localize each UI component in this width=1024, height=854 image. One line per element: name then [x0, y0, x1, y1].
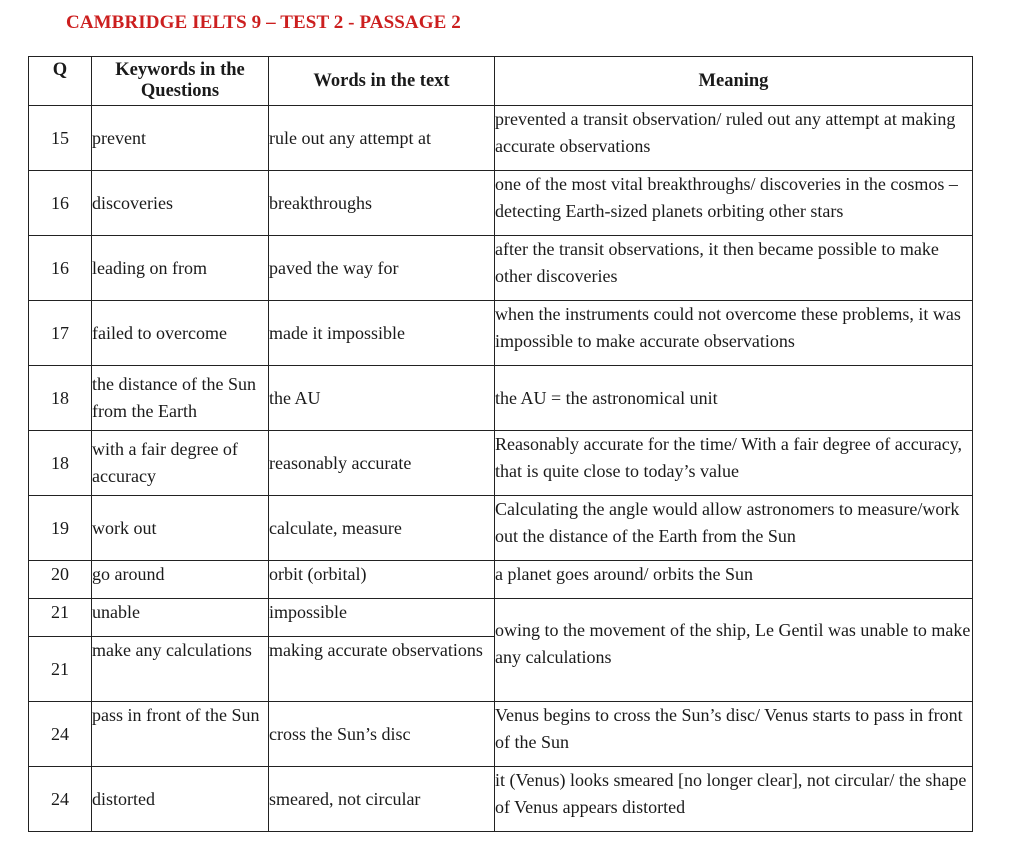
keyword-cell: distorted — [92, 767, 269, 832]
meaning-cell: the AU = the astronomical unit — [495, 366, 973, 431]
text-words-cell: cross the Sun’s disc — [269, 702, 495, 767]
question-number: 19 — [29, 496, 92, 561]
table-row — [29, 171, 973, 236]
keyword-cell: pass in front of the Sun — [92, 702, 269, 767]
text-words-cell: breakthroughs — [269, 171, 495, 236]
table-row — [29, 767, 973, 832]
keyword-cell: with a fair degree of accuracy — [92, 431, 269, 496]
question-number: 16 — [29, 236, 92, 301]
keyword-cell: work out — [92, 496, 269, 561]
table-row — [29, 106, 973, 171]
question-number: 18 — [29, 431, 92, 496]
question-number: 20 — [29, 561, 92, 599]
meaning-cell: Reasonably accurate for the time/ With a fair degree of accuracy, that is quite close to today’s value — [495, 431, 973, 496]
text-words-cell: paved the way for — [269, 236, 495, 301]
document-title: CAMBRIDGE IELTS 9 – TEST 2 - PASSAGE 2 — [66, 12, 461, 33]
keyword-cell: failed to overcome — [92, 301, 269, 366]
header-q: Q — [29, 57, 92, 106]
table-row — [29, 366, 973, 431]
table-row — [29, 561, 973, 599]
keyword-cell: unable — [92, 599, 269, 637]
text-words-cell: smeared, not circular — [269, 767, 495, 832]
question-number: 17 — [29, 301, 92, 366]
table-row — [29, 431, 973, 496]
header-meaning: Meaning — [495, 57, 973, 106]
question-number: 21 — [29, 599, 92, 637]
vocabulary-table — [28, 56, 973, 832]
keyword-cell: discoveries — [92, 171, 269, 236]
text-words-cell: orbit (orbital) — [269, 561, 495, 599]
text-words-cell: reasonably accurate — [269, 431, 495, 496]
question-number: 24 — [29, 702, 92, 767]
header-keywords: Keywords in the Questions — [92, 57, 269, 106]
table-row — [29, 236, 973, 301]
text-words-cell: impossible — [269, 599, 495, 637]
table-row — [29, 496, 973, 561]
meaning-cell: a planet goes around/ orbits the Sun — [495, 561, 973, 599]
keyword-cell: prevent — [92, 106, 269, 171]
question-number: 15 — [29, 106, 92, 171]
keyword-cell: go around — [92, 561, 269, 599]
text-words-cell: calculate, measure — [269, 496, 495, 561]
meaning-cell: Calculating the angle would allow astronomers to measure/work out the distance of the Earth from the Sun — [495, 496, 973, 561]
table-row — [29, 301, 973, 366]
text-words-cell: rule out any attempt at — [269, 106, 495, 171]
meaning-cell: Venus begins to cross the Sun’s disc/ Venus starts to pass in front of the Sun — [495, 702, 973, 767]
table-row — [29, 599, 973, 637]
meaning-cell: it (Venus) looks smeared [no longer clear], not circular/ the shape of Venus appears distorted — [495, 767, 973, 832]
keyword-cell: make any calculations — [92, 637, 269, 702]
meaning-cell: prevented a transit observation/ ruled out any attempt at making accurate observations — [495, 106, 973, 171]
question-number: 24 — [29, 767, 92, 832]
header-row — [29, 57, 973, 106]
meaning-cell: owing to the movement of the ship, Le Gentil was unable to make any calculations — [495, 599, 973, 702]
text-words-cell: making accurate observations — [269, 637, 495, 702]
header-words: Words in the text — [269, 57, 495, 106]
meaning-cell: after the transit observations, it then became possible to make other discoveries — [495, 236, 973, 301]
text-words-cell: made it impossible — [269, 301, 495, 366]
meaning-cell: one of the most vital breakthroughs/ discoveries in the cosmos – detecting Earth-sized planets orbiting other stars — [495, 171, 973, 236]
text-words-cell: the AU — [269, 366, 495, 431]
question-number: 21 — [29, 637, 92, 702]
keyword-cell: the distance of the Sun from the Earth — [92, 366, 269, 431]
table-row — [29, 702, 973, 767]
question-number: 18 — [29, 366, 92, 431]
question-number: 16 — [29, 171, 92, 236]
keyword-cell: leading on from — [92, 236, 269, 301]
meaning-cell: when the instruments could not overcome these problems, it was impossible to make accurate observations — [495, 301, 973, 366]
